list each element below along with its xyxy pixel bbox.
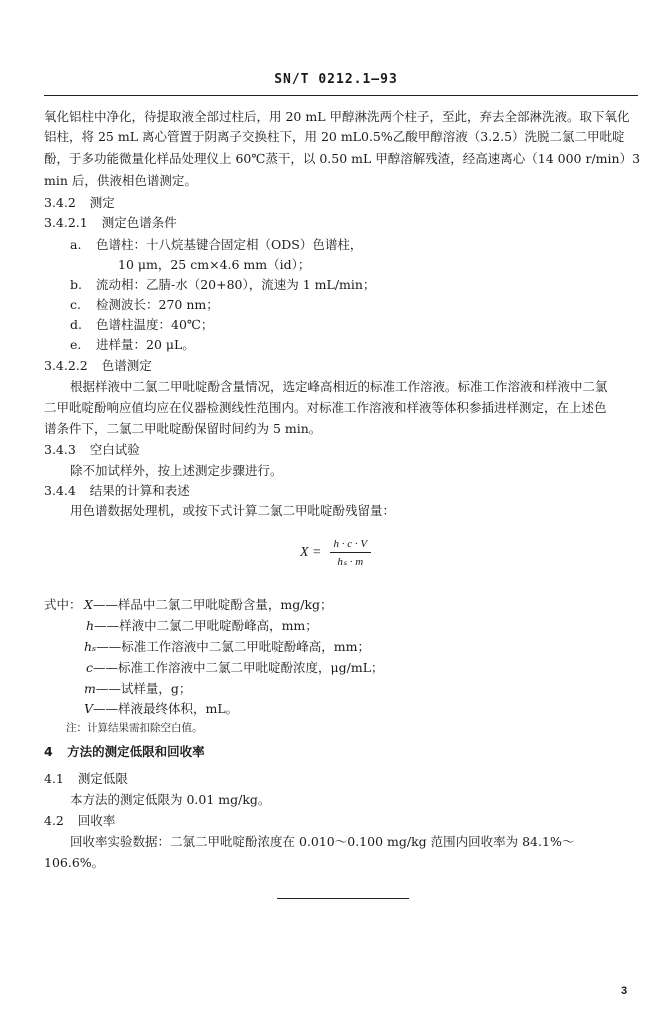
- list-marker: a.: [70, 237, 82, 252]
- section-title: 空白试验: [89, 442, 140, 457]
- paragraph-line: 除不加试样外，按上述测定步骤进行。: [70, 463, 283, 478]
- section-number: 3.4.2.2: [44, 358, 88, 373]
- paragraph-line: 根据样液中二氯二甲吡啶酚含量情况，选定峰高相近的标准工作溶液。标准工作溶液和样液中二氯: [70, 379, 608, 394]
- list-text: 进样量：20 μL。: [96, 337, 195, 352]
- variable-symbol: m: [84, 681, 96, 696]
- standard-number-header: SN/T 0212.1—93: [274, 72, 398, 87]
- list-marker: e.: [70, 337, 82, 352]
- section-title: 结果的计算和表述: [89, 483, 190, 498]
- intro-line-4: min 后，供液相色谱测定。: [44, 173, 197, 188]
- calculation-note: 注：计算结果需扣除空白值。: [66, 722, 203, 734]
- variable-symbol: c: [86, 660, 94, 675]
- section-3-4-3-heading: [44, 441, 140, 459]
- variable-text: ——样液中二氯二甲吡啶酚峰高，mm；: [94, 618, 318, 633]
- section-title: 测定色谱条件: [101, 215, 177, 230]
- end-of-document-rule: [277, 898, 409, 899]
- where-lead: 式中：: [44, 597, 82, 612]
- list-item-e: [70, 336, 195, 354]
- list-text: 流动相：乙腈-水（20+80），流速为 1 mL/min；: [96, 277, 376, 292]
- section-number: 3.4.2.1: [44, 215, 88, 230]
- formula-fraction: [330, 538, 372, 568]
- list-text: 色谱柱温度：40℃；: [96, 317, 214, 332]
- list-marker: c.: [70, 297, 81, 312]
- variable-symbol: V: [84, 701, 94, 716]
- list-item-d: [70, 316, 214, 334]
- list-text: 色谱柱：十八烷基键合固定相（ODS）色谱柱，: [96, 237, 363, 252]
- formula-numerator: h · c · V: [330, 538, 372, 553]
- variable-definition: [84, 700, 238, 718]
- section-4-2-heading: [44, 812, 115, 830]
- formula-lhs: X =: [300, 545, 322, 560]
- section-title: 色谱测定: [101, 358, 152, 373]
- variable-symbol: h: [86, 618, 95, 633]
- variable-symbol: hₛ: [84, 639, 97, 654]
- section-number: 4.1: [44, 771, 64, 786]
- list-marker: d.: [70, 317, 82, 332]
- variable-text: ——样品中二氯二甲吡啶酚含量，mg/kg；: [92, 597, 333, 612]
- paragraph-line: 谱条件下，二氯二甲吡啶酚保留时间约为 5 min。: [44, 421, 322, 436]
- paragraph-line: 用色谱数据处理机，或按下式计算二氯二甲吡啶酚残留量：: [70, 503, 396, 518]
- variable-text: ——试样量，g；: [95, 681, 192, 696]
- list-item-a: [70, 236, 363, 254]
- section-3-4-2-2-heading: [44, 357, 152, 375]
- section-title: 回收率: [77, 813, 116, 828]
- list-item-c: [70, 296, 219, 314]
- variable-text: ——标准工作溶液中二氯二甲吡啶酚浓度，μg/mL；: [93, 660, 384, 675]
- section-number: 3.4.2: [44, 195, 76, 210]
- variable-text: ——标准工作溶液中二氯二甲吡啶酚峰高，mm；: [96, 639, 370, 654]
- variable-text: ——样液最终体积，mL。: [93, 701, 239, 716]
- paragraph-line: 106.6%。: [44, 855, 105, 870]
- paragraph-line: 本方法的测定低限为 0.01 mg/kg。: [70, 792, 271, 807]
- paragraph-line: 回收率实验数据：二氯二甲吡啶酚浓度在 0.010～0.100 mg/kg 范围内回收率为 84.1%～: [70, 834, 575, 849]
- variable-definition: [86, 659, 384, 677]
- variable-symbol: X: [84, 597, 93, 612]
- list-item-a-continued: 10 μm，25 cm×4.6 mm（id）；: [118, 257, 311, 272]
- section-4-heading: [44, 743, 205, 761]
- section-number: 4.2: [44, 813, 64, 828]
- section-4-1-heading: [44, 770, 128, 788]
- section-number: 4: [44, 744, 53, 759]
- list-marker: b.: [70, 277, 82, 292]
- paragraph-line: 二甲吡啶酚响应值均应在仪器检测线性范围内。对标准工作溶液和样液等体积参插进样测定，在上述色: [44, 400, 607, 415]
- section-title: 测定: [89, 195, 115, 210]
- section-3-4-2-heading: [44, 194, 115, 212]
- intro-line-1: 氧化铝柱中净化，待提取液全部过柱后，用 20 mL 甲醇淋洗两个柱子，至此，弃去全部淋洗液。取下氧化: [44, 109, 630, 124]
- list-text: 检测波长：270 nm；: [96, 297, 219, 312]
- section-number: 3.4.3: [44, 442, 76, 457]
- variable-definition: [84, 680, 191, 698]
- section-title: 方法的测定低限和回收率: [67, 744, 205, 759]
- variable-definition: [84, 596, 333, 614]
- section-3-4-2-1-heading: [44, 214, 177, 232]
- section-3-4-4-heading: [44, 482, 190, 500]
- calculation-formula: [300, 538, 371, 568]
- header-rule: [44, 95, 638, 96]
- section-number: 3.4.4: [44, 483, 76, 498]
- list-item-b: [70, 276, 376, 294]
- intro-line-3: 酚，于多功能微量化样品处理仪上 60℃蒸干，以 0.50 mL 甲醇溶解残渣，经高速离心（14 000 r/min）3: [44, 151, 641, 166]
- variable-definition: [86, 617, 318, 635]
- formula-denominator: hₛ · m: [337, 556, 364, 568]
- variable-definition: [84, 638, 370, 656]
- intro-line-2: 铝柱，将 25 mL 离心管置于阴离子交换柱下，用 20 mL0.5%乙酸甲醇溶液（3.2.5）洗脱二氯二甲吡啶: [44, 129, 625, 144]
- section-title: 测定低限: [77, 771, 128, 786]
- page-number: 3: [621, 985, 628, 997]
